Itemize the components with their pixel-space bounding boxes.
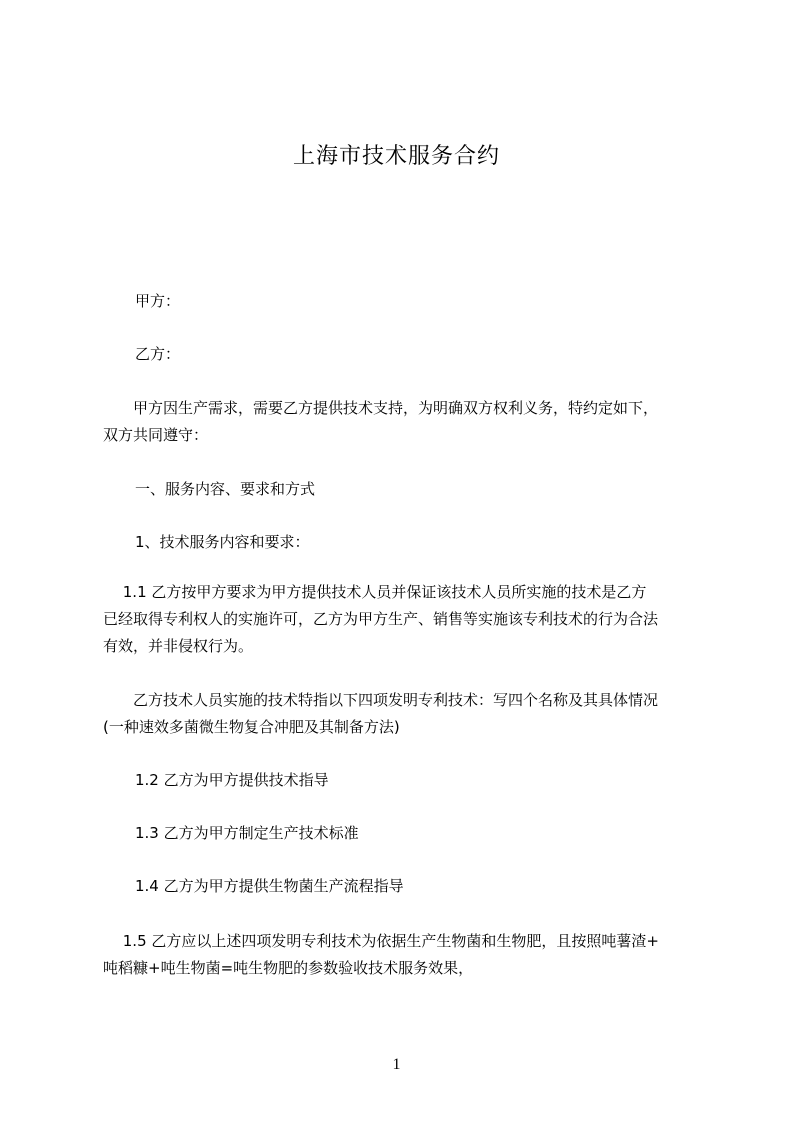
preamble-line-1: 甲方因生产需求，需要乙方提供技术支持，为明确双方权利义务，特约定如下， bbox=[103, 399, 659, 417]
clause-1-1-line-3: 有效，并非侵权行为。 bbox=[103, 637, 254, 655]
tech-spec-paragraph bbox=[103, 687, 703, 741]
clause-1-1-paragraph bbox=[103, 579, 703, 660]
preamble-line-2: 双方共同遵守： bbox=[103, 426, 209, 444]
party-a-label: 甲方： bbox=[135, 292, 181, 310]
clause-1-1-line-2: 已经取得专利权人的实施许可，乙方为甲方生产、销售等实施该专利技术的行为合法 bbox=[103, 610, 659, 628]
clause-1-3: 1.3 乙方为甲方制定生产技术标准 bbox=[135, 824, 359, 842]
party-b-label: 乙方： bbox=[135, 345, 181, 363]
preamble-paragraph bbox=[103, 395, 703, 449]
clause-1-heading: 1、技术服务内容和要求： bbox=[135, 533, 310, 551]
page-number: 1 bbox=[392, 1056, 401, 1073]
clause-1-5-line-2: 吨稻糠+吨生物菌=吨生物肥的参数验收技术服务效果， bbox=[103, 959, 474, 977]
document-title: 上海市技术服务合约 bbox=[292, 144, 500, 169]
clause-1-2: 1.2 乙方为甲方提供技术指导 bbox=[135, 771, 329, 789]
tech-spec-line-1: 乙方技术人员实施的技术特指以下四项发明专利技术：写四个名称及其具体情况 bbox=[103, 691, 659, 709]
clause-1-5-paragraph bbox=[103, 928, 703, 982]
tech-spec-line-2: (一种速效多菌微生物复合冲肥及其制备方法) bbox=[103, 718, 400, 736]
clause-1-4: 1.4 乙方为甲方提供生物菌生产流程指导 bbox=[135, 877, 404, 895]
clause-1-1-line-1: 1.1 乙方按甲方要求为甲方提供技术人员并保证该技术人员所实施的技术是乙方 bbox=[103, 583, 647, 601]
clause-1-5-line-1: 1.5 乙方应以上述四项发明专利技术为依据生产生物菌和生物肥，且按照吨薯渣+ bbox=[103, 932, 659, 950]
section-1-heading: 一、服务内容、要求和方式 bbox=[135, 480, 316, 498]
